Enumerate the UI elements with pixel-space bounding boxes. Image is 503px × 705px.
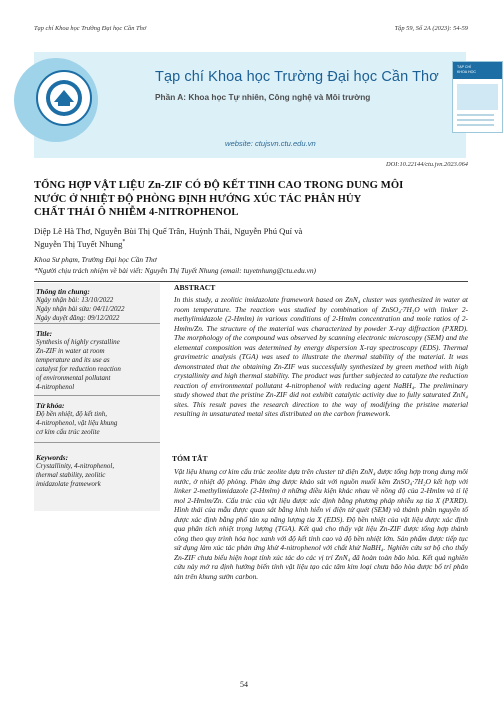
paper-title: [34, 179, 466, 220]
cover-masthead-line: TẠP CHÍ: [457, 65, 472, 69]
corresponding-author: *Người chịu trách nhiệm về bài viết: Nguyễn Thị Tuyết Nhung (email: tuyetnhung@ctu.edu.vn): [34, 266, 317, 275]
journal-website[interactable]: website: ctujsvn.ctu.edu.vn: [225, 139, 316, 148]
corresponding-marker: *: [122, 239, 126, 246]
english-keyword-line: Crystallinity, 4-nitrophenol,: [36, 462, 115, 470]
affiliation: Khoa Sư phạm, Trường Đại học Cần Thơ: [34, 255, 157, 264]
authors-line: Diệp Lê Hà Thơ, Nguyễn Bùi Thị Quế Trân, Huỳnh Thái, Nguyễn Phú Quí và: [34, 226, 303, 236]
vietnamese-keyword-line: Độ bền nhiệt, độ kết tinh,: [36, 410, 107, 418]
authors-line: [34, 237, 464, 250]
cover-masthead-line: KHOA HỌC: [457, 69, 476, 74]
english-title-line: Synthesis of highly crystalline: [36, 338, 120, 346]
doi[interactable]: DOI:10.22144/ctu.jvn.2023.064: [385, 161, 468, 168]
english-title-line: 4-nitrophenol: [36, 383, 75, 391]
cover-text-line: [457, 114, 494, 116]
authors: [34, 226, 464, 251]
cover-text-line: [457, 119, 494, 121]
english-title-line: catalyst for reduction reaction: [36, 365, 121, 373]
page-number: 54: [240, 680, 248, 689]
english-keyword-line: imidazolate framework: [36, 480, 101, 488]
journal-section: Phần A: Khoa học Tự nhiên, Công nghệ và Môi trường: [155, 92, 371, 102]
general-info-block: [34, 287, 160, 324]
cover-image-block: [457, 84, 498, 110]
english-title-line: Zn-ZIF in water at room: [36, 347, 105, 355]
abstract-section: [166, 283, 468, 419]
abstract-heading: ABSTRACT: [174, 283, 216, 292]
running-head: [34, 25, 468, 37]
running-head-volume: Tập 59, Số 2A (2023): 54-59: [394, 25, 468, 32]
english-keyword-line: thermal stability, zeolitic: [36, 471, 106, 479]
cover-text-line: [457, 124, 494, 126]
general-info-heading: Thông tin chung:: [36, 287, 90, 296]
article-info-sidebar: [34, 283, 160, 511]
title-line: NƯỚC Ở NHIỆT ĐỘ PHÒNG ĐỊNH HƯỚNG XÚC TÁC PHÂN HỦY: [34, 193, 362, 205]
title-line: TỔNG HỢP VẬT LIỆU Zn-ZIF CÓ ĐỘ KẾT TINH CAO TRONG DUNG MÔI: [34, 180, 404, 191]
title-line: CHẤT THẢI Ô NHIỄM 4-NITROPHENOL: [34, 207, 239, 219]
divider: [34, 281, 468, 282]
english-title-line: of environmental pollutant: [36, 374, 111, 382]
english-title-block: [34, 327, 160, 396]
english-keywords-heading: Keywords:: [36, 453, 69, 462]
author-name: Nguyễn Thị Tuyết Nhung: [34, 239, 123, 250]
date-received: Ngày nhận bài: 13/10/2022: [36, 296, 114, 304]
english-title-heading: Title:: [36, 329, 53, 338]
tomtat-heading: TÓM TẮT: [172, 454, 208, 463]
abstract-text: In this study, a zeolitic imidazolate framework based on ZnN₄ cluster was synthesized in water at room temperature. The reaction was studied by combination of ZnSO₄·7H₂O with linker 2-methylimidazole (2-Hmlm) in various conditions of 2-Hmlm concentration and mole ratios of 2-Hmlm/Zn. The structure of the material was characterized by powder X-ray diffraction (PXRD). The morphology of the compound was observed by scanning electronic microscopy (SEM) and the elemental composition was determined by energy dispersion X-ray spectroscopy (EDS). Thermal gravimetric analysis (TGA) was used to illustrate the thermal stability of the material. It was demonstrated that the obtaining Zn-ZIF was successfully synthesized by green method with high crystallinity and high thermal stability. The product was further subjected to catalyze the reduction reaction of environmental pollutant 4-nitrophenol with reducing agent NaBH₄. The preliminary study showed that the pristine Zn-ZIF did not exhibit catalytic activity due to fully saturated ZnN₄ sites. This result paves the research direction to the way of modifying the pristine material resulting in unsaturated metal sites distributed on the carbon framework.: [174, 295, 468, 418]
vietnamese-keyword-line: cơ kim cấu trúc zeolite: [36, 428, 100, 436]
cover-masthead: [457, 65, 476, 74]
tomtat-text: Vật liệu khung cơ kim cấu trúc zeolite dựa trên cluster tứ diện ZnN₄ được tổng hợp trong dung môi nước, ở nhiệt độ phòng. Phản ứng được khảo sát với nguồn muối kẽm ZnSO₄·7H₂O kết hợp với linker 2-methylimidazole (2-Hmlm) ở những điều kiện khác nhau về nồng độ của 2-Hmlm và tỉ lệ mol 2-Hmlm/Zn. Cấu trúc của vật liệu được xác định bằng phương pháp nhiễu xạ tia X (PXRD). Hình thái của mẫu được quan sát bằng kính hiển vi điện tử quét (SEM) và thành phần nguyên tố được xác định bằng phổ tán xạ năng lượng tia X (EDS). Độ bền nhiệt của vật liệu được xác định qua phân tích nhiệt trọng lượng (TGA). Kết quả cho thấy vật liệu Zn-ZIF được tổng hợp thành công theo quy trình hóa học xanh với độ kết tinh cao và độ bền nhiệt lớn. Sản phẩm được tiếp tục sử dụng làm xúc tác phản ứng khử 4-nitrophenol với chất khử NaBH₄. Nghiên cứu sơ bộ cho thấy Zn-ZIF chưa biểu hiện hoạt tính xúc tác do các vị trí ZnN₄ đã hoàn toàn bão hòa. Kết quả nghiên cứu này mở ra định hướng biến tính vật liệu tạo các tâm kim loại chưa bão hòa được bố trí phân tán trên khung sườn carbon.: [174, 467, 468, 581]
date-accepted: Ngày duyệt đăng: 09/12/2022: [36, 314, 120, 322]
university-seal-icon: [34, 68, 94, 128]
english-title-line: temperature and its use as: [36, 356, 110, 364]
vietnamese-keyword-line: 4-nitrophenol, vật liệu khung: [36, 419, 118, 427]
english-keywords-block: [34, 453, 160, 497]
journal-cover-thumbnail: [452, 61, 503, 133]
journal-banner: [34, 52, 476, 158]
date-revised: Ngày nhận bài sửa: 04/11/2022: [36, 305, 125, 313]
journal-name: Tạp chí Khoa học Trường Đại học Cần Thơ: [155, 69, 439, 85]
vietnamese-keywords-block: [34, 399, 160, 443]
vietnamese-keywords-heading: Từ khóa:: [36, 401, 65, 410]
running-head-journal: Tạp chí Khoa học Trường Đại học Cần Thơ: [34, 25, 147, 32]
